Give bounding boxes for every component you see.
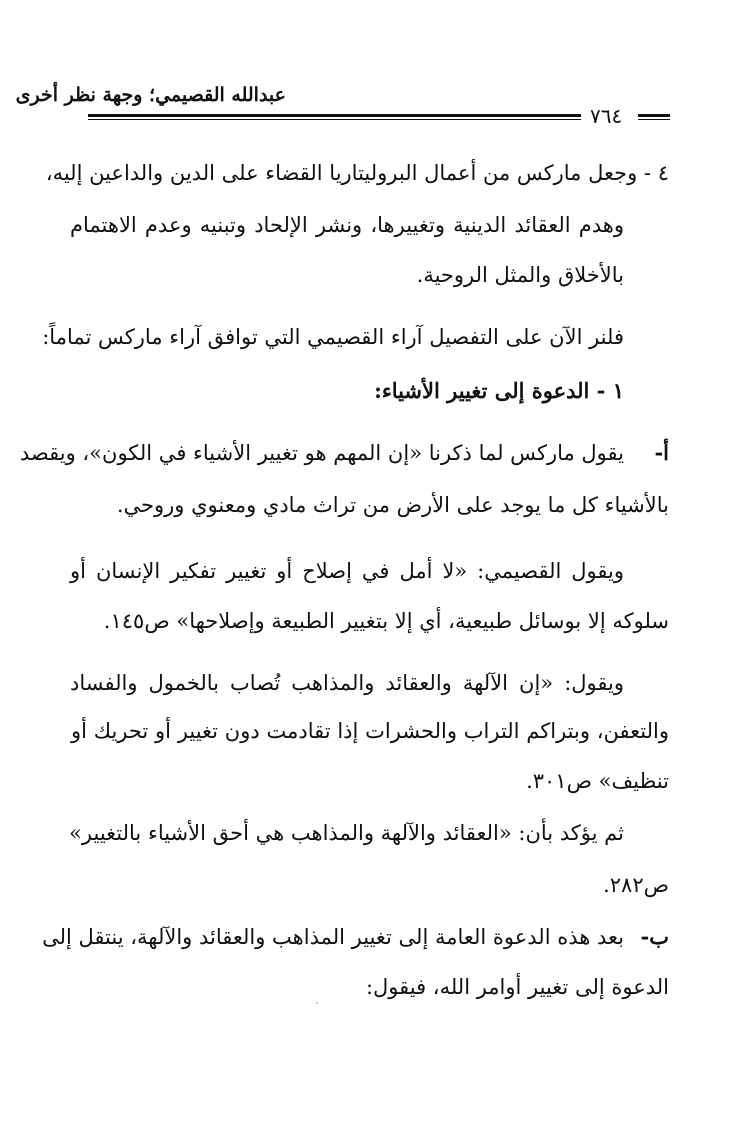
item-4-line-1: ٤ - وجعل ماركس من أعمال البروليتاريا القضاء على الدين والداعين إليه،: [45, 161, 669, 185]
quote-2-line-3: تنظيف» ص٣٠١.: [526, 769, 669, 793]
item-a-marker: أ-: [654, 440, 669, 465]
header-rule-thick: [88, 114, 581, 117]
item-b-line-1: بعد هذه الدعوة العامة إلى تغيير المذاهب والعقائد والآلهة، ينتقل إلى: [42, 925, 624, 949]
scan-speck: [316, 1002, 318, 1004]
quote-1-line-1: ويقول القصيمي: «لا أمل في إصلاح أو تغيير تفكير الإنسان أو: [70, 559, 624, 583]
quote-2-line-2: والتعفن، وبتراكم التراب والحشرات إذا تقادمت دون تغيير أو تحريك أو: [71, 719, 669, 743]
item-b-marker: ب-: [640, 924, 669, 949]
page-number-rule-thin: [638, 119, 670, 120]
page-number-rule-thick: [638, 114, 670, 117]
item-a-line-2: بالأشياء كل ما يوجد على الأرض من تراث مادي ومعنوي وروحي.: [116, 493, 669, 517]
section-heading: ١ - الدعوة إلى تغيير الأشياء:: [374, 378, 624, 403]
item-4-line-3: بالأخلاق والمثل الروحية.: [416, 263, 624, 287]
running-title: عبدالله القصيمي؛ وجهة نظر أخرى: [15, 84, 286, 106]
page-number: ٧٦٤: [590, 104, 623, 128]
intro-paragraph: فلنر الآن على التفصيل آراء القصيمي التي توافق آراء ماركس تماماً:: [42, 325, 624, 349]
quote-3-line-2: ص٢٨٢.: [603, 873, 669, 897]
item-a-line-1: يقول ماركس لما ذكرنا «إن المهم هو تغيير الأشياء في الكون»، ويقصد: [19, 441, 624, 465]
quote-1-line-2: سلوكه إلا بوسائل طبيعية، أي إلا بتغيير الطبيعة وإصلاحها» ص١٤٥.: [103, 609, 669, 633]
header-rule-thin: [88, 119, 581, 120]
quote-3-line-1: ثم يؤكد بأن: «العقائد والآلهة والمذاهب هي أحق الأشياء بالتغيير»: [69, 821, 624, 845]
quote-2-line-1: ويقول: «إن الآلهة والعقائد والمذاهب تُصاب بالخمول والفساد: [70, 671, 624, 695]
item-b-line-2: الدعوة إلى تغيير أوامر الله، فيقول:: [365, 975, 669, 999]
item-4-line-2: وهدم العقائد الدينية وتغييرها، ونشر الإلحاد وتبنيه وعدم الاهتمام: [70, 213, 624, 237]
